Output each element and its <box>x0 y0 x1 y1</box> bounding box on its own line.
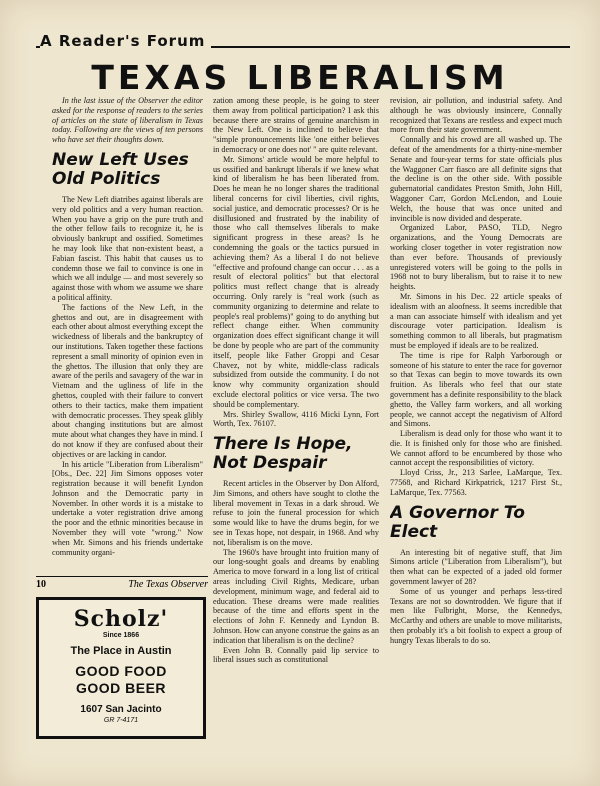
publication-name: The Texas Observer <box>128 579 208 590</box>
paragraph: Some of us younger and perhaps less-tired Texans are not so downtrodden. We figure that if men like Fulbright, Morse, the Kennedys, McCarthy and others are unable to move militarists, then probably it's a bit foolish to expect a group of hungry Texas liberals to do so. <box>390 586 562 645</box>
ad-line-beer: GOOD BEER <box>75 680 167 696</box>
paragraph: The time is ripe for Ralph Yarborough or someone of his stature to enter the race for governor so that Texas can begin to move towards its own fruition. As liberals who feel that our state government has a definite responsibility to the black ghetto, the Valley farm workers, and all working people, we cannot accept the negativism of Alford and Simons. <box>390 350 562 429</box>
paragraph: Even John B. Connally paid lip service to liberal issues such as constitutional <box>213 645 379 665</box>
paragraph: The New Left diatribes against liberals are very old politics and a very human reaction. When you have a grip on the pure truth and the other fellow fails to recognize it, he is obviously bankrupt and ossified. Sometimes he may look like that non-existent beast, a Fabian fascist. This habit that causes us to condemn those we fail to convince is one in which we all indulge — and most severely so against those with whom we assume we share a political affinity. <box>52 194 203 302</box>
signature: Mrs. Shirley Swallow, 4116 Micki Lynn, Fort Worth, Tex. 76107. <box>213 409 379 429</box>
subheading-new-left: New Left Uses Old Politics <box>52 149 189 189</box>
paragraph: Liberalism is dead only for those who want it to die. It is finished only for those who are finished. We cannot afford to be encumbered by those who cannot accept the responsibilities of victory. <box>390 429 562 468</box>
paragraph: Connally and his crowd are all washed up. The defeat of the amendments for a thirty-nine-member Senate and four-year terms for state officials plus the Waggoner Carr fiasco are all definite signs that the decline is on the other side. With possible gubernatorial candidates Preston Smith, John Hill, Waggoner Carr, Gordon McLendon, and Louie Welch, the house that was once united and invincible is now divided and desperate. <box>390 135 562 223</box>
ad-tagline: The Place in Austin <box>70 645 172 657</box>
paragraph: revision, air pollution, and industrial safety. And although he was obviously insincere, Connally recognized that Texans are restless and expect much more from their state government. <box>390 96 562 135</box>
editor-intro: In the last issue of the Observer the editor asked for the response of readers to the series of articles on the state of liberalism in Texas today. Following are the views of ten persons who have set their thoughts down. <box>52 96 203 145</box>
paragraph: Mr. Simons in his Dec. 22 article speaks of idealism with an aloofness. It seems incredible that a man can associate himself with idealism and yet discourage voter participation. Idealism is something common to all liberals, but pragmatism must be employed if ideals are to be realized. <box>390 291 562 350</box>
column-2 <box>213 96 379 786</box>
paragraph: The factions of the New Left, in the ghettos and out, are in disagreement with each other about almost everything except the wickedness of liberals and the bankruptcy of our institutions. Taken together these factions represent a small minority of opinion even in the ghettos. The illusion that only they are aware of the perils and savagery of the war in Vietnam and the ugliness of life in the ghettos, coupled with their failure to convert others to their tactics, make them impatient with democratic processes. They speak glibly about changing institutions but are almost mute about what changes they have in mind. I do not know if they are confused about their objectives or are lacking in candor. <box>52 302 203 459</box>
page-headline: TEXAS LIBERALISM <box>91 58 509 97</box>
column-3 <box>390 96 562 786</box>
paragraph: Recent articles in the Observer by Don Alford, Jim Simons, and others have sought to clothe the liberal movement in Texas in a dark shroud. We refuse to join the funeral procession for which some would like to have the drums begin, for we see in Texas hope, not despair, in 1968. And why not, liberalism is on the move. <box>213 479 379 547</box>
subheading-hope: There Is Hope, Not Despair <box>213 434 353 474</box>
ad-logo: Scholz' <box>73 606 169 632</box>
signature: Lloyd Criss, Jr., 213 Sarlee, LaMarque, Tex. 77568, and Richard Kirkpatrick, 1217 First St., LaMarque, Tex. 77563. <box>390 468 562 497</box>
column-1 <box>52 96 203 574</box>
paragraph: The 1960's have brought into fruition many of our long-sought goals and dreams by enabling America to move forward in a long list of critical areas including Civil Rights, Medicare, urban development, minimum wage, and federal aid to education. These dreams were made realities because of the time and efforts spent in the elections of John F. Kennedy and Lyndon B. Johnson. How can anyone construe the gains as an indication that liberalism is on the decline? <box>213 547 379 645</box>
forum-title: A Reader's Forum <box>40 32 211 50</box>
ad-since: Since 1866 <box>102 632 140 639</box>
ad-phone: GR 7-4171 <box>103 717 139 724</box>
paragraph: Organized Labor, PASO, TLD, Negro organizations, and the Young Democrats are working closer together in voter registration now than ever before. Thousands of previously unregistered voters will be going to the polls in 1968 not to bury liberalism, but to raise it to new heights. <box>390 223 562 292</box>
page-number: 10 <box>36 579 46 590</box>
paragraph: zation among these people, is he going to steer them away from political participation? I ask this because there are strains of genuine anarchism in the New Left. One is inclined to believe that "simple pronouncements like 'one either believes in democracy or one does not' " are quite relevant. <box>213 96 379 154</box>
paragraph: In his article "Liberation from Liberalism" [Obs., Dec. 22] Jim Simons opposes voter registration because it will benefit Lyndon Johnson and the Democratic party in November. In other words it is a mistake to undertake a voter registration drive among the poor and the ethnic minorities because in November they will vote "wrong." Now when Mr. Simons and his friends undertake community organi- <box>52 459 203 557</box>
paragraph: Mr. Simons' article would be more helpful to us ossified and bankrupt liberals if we knew what kind of liberalism he has been liberated from. Does he mean he no longer shares the traditional liberal concerns for civil liberties, civil rights, social justice, and democratic processes? Or is he disillusioned and frustrated by the inability of those who call themselves liberals to make significant progress in these areas? Is he condemning the goals or the tactics pursued in achieving them? As a liberal I do not believe "effective and profound change can occur . . . as a result of electoral politics" but that electoral politics must reflect change that is already occurring. Only rarely is "real work (such as community organizing to determine and relate to people's real problems)" going to do anything but reflect change either. When community organization does effect significant change it will be done by people who are part of the community itself, people like Father Groppi and Cesar Chavez, not by white, middle-class radicals subsidized from outside the community. I do not know why community organization should exclude electoral politics or vice versa. The two should be complementary. <box>213 154 379 409</box>
paragraph: An interesting bit of negative stuff, that Jim Simons article ("Liberation from Liberalism"), but then what can be expected of a jaded old former government lawyer of 28? <box>390 547 562 587</box>
scholz-advertisement <box>36 597 206 739</box>
ad-line-food: GOOD FOOD <box>75 663 167 679</box>
subheading-governor: A Governor To Elect <box>390 502 525 542</box>
ad-address: 1607 San Jacinto <box>80 704 162 715</box>
page-footer <box>36 576 208 593</box>
